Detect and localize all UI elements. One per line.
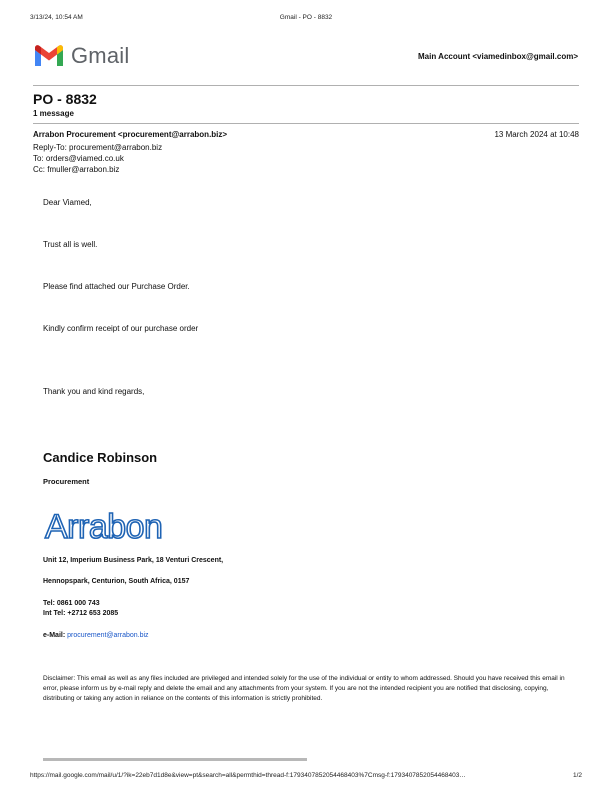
message-date: 13 March 2024 at 10:48	[494, 130, 579, 139]
scroll-indicator	[43, 758, 307, 761]
greeting: Dear Viamed,	[43, 198, 92, 207]
gmail-logo	[33, 43, 129, 69]
phone: Tel: 0861 000 743	[43, 600, 100, 607]
email-label: e-Mail:	[43, 632, 66, 639]
gmail-m-icon	[33, 44, 65, 68]
address-line-2: Hennopspark, Centurion, South Africa, 0157	[43, 578, 190, 585]
account-label: Main Account <viamedinbox@gmail.com>	[418, 52, 578, 61]
header-divider	[33, 85, 579, 86]
signature-role: Procurement	[43, 477, 90, 486]
email-row	[43, 632, 149, 639]
email-link[interactable]: procurement@arrabon.biz	[67, 632, 149, 639]
recipient-to: To: orders@viamed.co.uk	[33, 154, 124, 163]
footer-url: https://mail.google.com/mail/u/1/?ik=22eb7d1d8e&view=pt&search=all&permthid=thread-f:1793407852054468403%7Cmsg-f:1793407852054468403…	[30, 772, 466, 779]
address-line-1: Unit 12, Imperium Business Park, 18 Venturi Crescent,	[43, 557, 224, 564]
sender: Arrabon Procurement <procurement@arrabon.biz>	[33, 130, 228, 139]
gmail-wordmark: Gmail	[71, 43, 130, 68]
body-line-2: Please find attached our Purchase Order.	[43, 282, 190, 291]
signature-name: Candice Robinson	[43, 450, 158, 465]
recipient-cc: Cc: fmuller@arrabon.biz	[33, 165, 120, 174]
arrabon-logo-text: Arrabon	[45, 508, 163, 545]
reply-to: Reply-To: procurement@arrabon.biz	[33, 143, 163, 152]
body-line-1: Trust all is well.	[43, 240, 98, 249]
arrabon-logo-graphic	[43, 505, 187, 545]
print-datetime: 3/13/24, 10:54 AM	[30, 14, 83, 21]
arrabon-logo	[43, 505, 187, 550]
body-line-3: Kindly confirm receipt of our purchase order	[43, 324, 199, 333]
subject-divider	[33, 123, 579, 124]
intl-phone: Int Tel: +2712 653 2085	[43, 610, 119, 617]
print-title: Gmail - PO - 8832	[279, 14, 333, 21]
closing: Thank you and kind regards,	[43, 387, 145, 396]
page-number: 1/2	[572, 772, 582, 779]
message-from-row	[33, 130, 579, 139]
disclaimer: Disclaimer: This email as well as any files included are privileged and intended solely for the use of the individual or entity to whom addressed. Should you have received this email in error, please inform us by e-mail reply and delete the email and any attachments from your system. If you are not the intended recipient you are notified that disclosing, copying, distributing or taking any action in reliance on the contents of this information is strictly prohibited.	[43, 675, 565, 702]
message-count: 1 message	[33, 109, 74, 118]
thread-subject: PO - 8832	[33, 91, 97, 107]
